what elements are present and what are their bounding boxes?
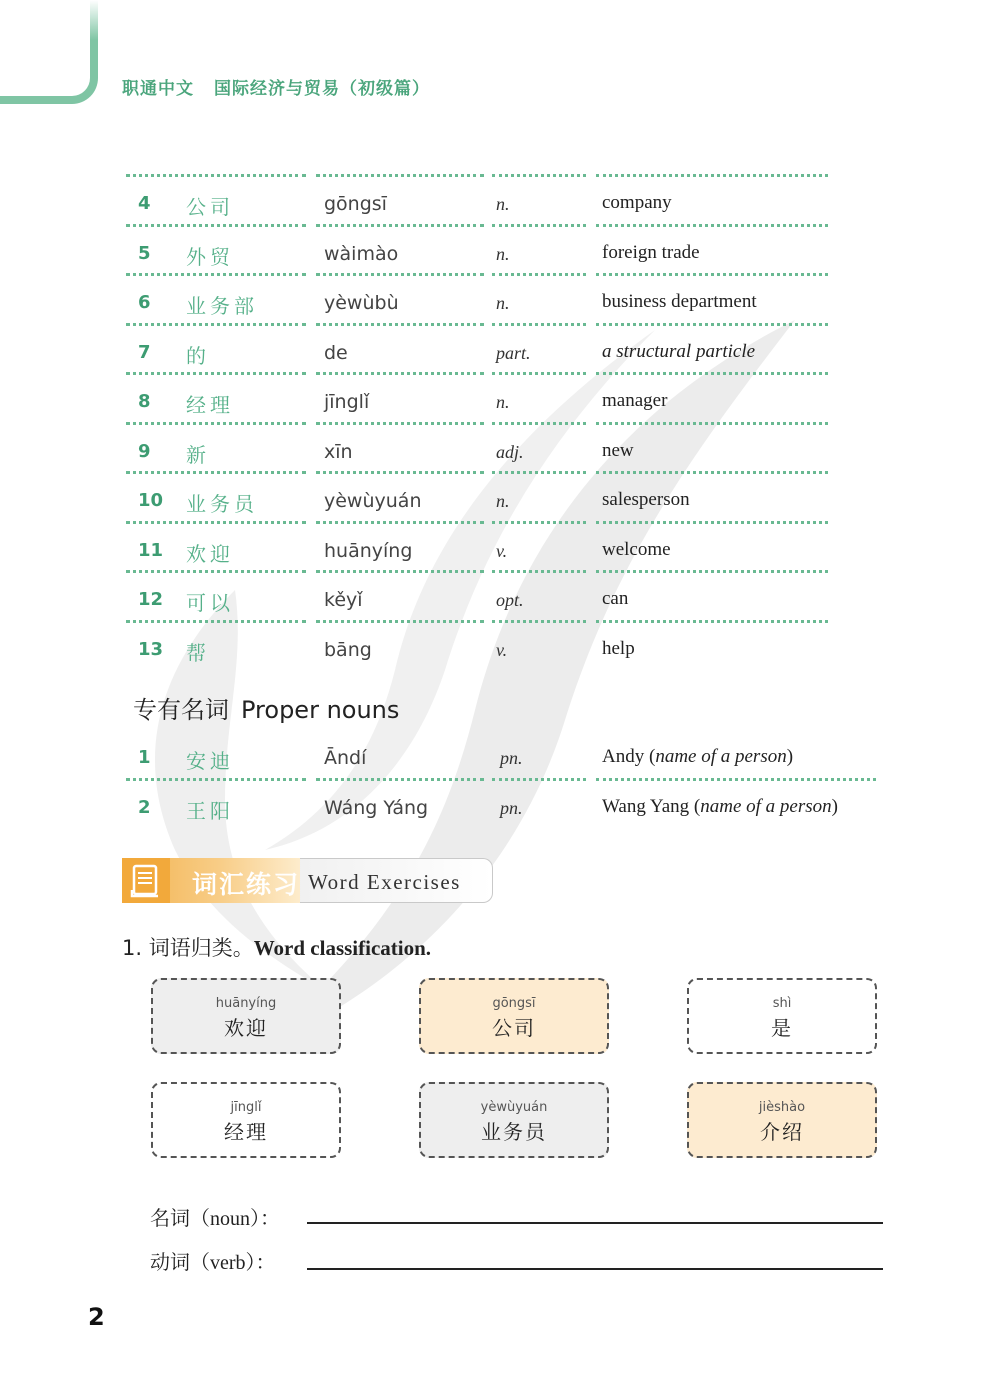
item-pos: pn.	[500, 748, 523, 768]
question-1	[122, 932, 431, 962]
page-header	[122, 74, 430, 99]
item-hanzi: 外贸	[186, 244, 234, 269]
item-english: new	[602, 439, 634, 461]
corner-fade	[90, 0, 98, 40]
item-pinyin: wàimào	[324, 242, 399, 265]
item-pinyin: Āndí	[324, 747, 367, 769]
item-english: manager	[602, 390, 668, 411]
card-word: 业务员	[481, 1120, 547, 1144]
english-italic: name of a person	[655, 746, 787, 767]
card-word: 公司	[492, 1016, 536, 1040]
item-english	[602, 746, 793, 768]
item-english: foreign trade	[602, 241, 700, 263]
proper-noun-row	[126, 780, 886, 829]
item-pinyin: yèwùbù	[324, 292, 399, 314]
word-card[interactable]	[419, 1082, 609, 1158]
item-hanzi: 业务部	[186, 294, 258, 318]
item-number: 7	[138, 341, 151, 363]
item-number: 5	[138, 242, 151, 264]
vocab-row	[126, 275, 886, 324]
item-pos: n.	[496, 293, 510, 313]
item-pos: n.	[496, 194, 510, 214]
card-word: 欢迎	[224, 1016, 268, 1040]
verb-label: 动词（verb）：	[150, 1252, 276, 1274]
item-number: 10	[138, 490, 164, 511]
item-number: 8	[138, 391, 151, 412]
card-pinyin: yèwùyuán	[480, 1100, 548, 1115]
verb-answer-line[interactable]	[307, 1268, 883, 1270]
vocab-row	[126, 226, 886, 275]
item-pos: part.	[496, 342, 531, 363]
item-english: welcome	[602, 538, 671, 560]
item-pinyin: kěyǐ	[324, 589, 363, 611]
proper-nouns-title-cn: 专有名词	[133, 696, 229, 724]
item-hanzi: 帮	[186, 640, 210, 665]
proper-nouns-title-en: Proper nouns	[241, 696, 400, 724]
item-english: a structural particle	[602, 340, 756, 362]
card-word: 经理	[224, 1120, 268, 1144]
noun-label: 名词（noun）：	[150, 1208, 280, 1230]
item-hanzi: 安迪	[186, 749, 234, 773]
book-icon	[122, 858, 170, 903]
item-pinyin: xīn	[324, 440, 353, 463]
item-number: 1	[138, 747, 151, 768]
item-english	[602, 796, 838, 818]
item-english: can	[602, 588, 629, 609]
item-number: 6	[138, 292, 151, 313]
item-number: 4	[138, 193, 151, 214]
banner-title-cn: 词汇练习	[192, 870, 301, 899]
card-word: 介绍	[760, 1120, 804, 1144]
word-card[interactable]	[687, 1082, 877, 1158]
item-pinyin: jīnglǐ	[324, 391, 370, 413]
item-pos: n.	[496, 491, 510, 511]
vocab-row	[126, 424, 886, 473]
card-pinyin: huānyíng	[215, 996, 277, 1011]
item-english: help	[602, 637, 635, 659]
word-card[interactable]	[151, 1082, 341, 1158]
item-hanzi: 可以	[186, 591, 234, 615]
english-italic: name of a person	[700, 796, 832, 817]
vocab-row	[126, 473, 886, 522]
item-hanzi: 公司	[186, 195, 234, 219]
banner-title-en: Word Exercises	[308, 870, 461, 894]
item-pinyin: de	[324, 341, 348, 364]
noun-answer-line[interactable]	[307, 1222, 883, 1224]
item-number: 11	[138, 539, 164, 561]
card-pinyin: jīnglǐ	[230, 1100, 262, 1115]
item-pos: v.	[496, 540, 508, 561]
card-pinyin: gōngsī	[492, 996, 536, 1011]
word-exercises-banner	[122, 858, 494, 903]
item-hanzi: 欢迎	[186, 541, 234, 566]
question-1-cn: 1. 词语归类。	[122, 936, 254, 960]
item-hanzi: 的	[186, 343, 210, 368]
item-pinyin: Wáng Yáng	[324, 797, 429, 819]
item-number: 12	[138, 589, 164, 610]
card-word: 是	[771, 1016, 793, 1040]
card-pinyin: shì	[772, 996, 792, 1011]
card-pinyin: jièshào	[758, 1100, 806, 1115]
item-hanzi: 经理	[186, 393, 234, 417]
item-pos: opt.	[496, 590, 524, 610]
vocab-row	[126, 325, 886, 374]
word-card[interactable]	[419, 978, 609, 1054]
english-text: Andy (	[602, 746, 656, 767]
book-title: 职通中文	[122, 79, 194, 99]
item-number: 2	[138, 797, 151, 818]
item-pinyin: yèwùyuán	[324, 490, 422, 512]
item-pinyin: gōngsī	[324, 193, 387, 215]
word-card[interactable]	[687, 978, 877, 1054]
page-number: 2	[88, 1303, 105, 1331]
item-pos: pn.	[500, 798, 523, 818]
item-pos: adj.	[496, 441, 524, 462]
item-pos: v.	[496, 639, 508, 660]
english-text: Wang Yang (	[602, 796, 701, 817]
item-pos: n.	[496, 392, 510, 412]
proper-noun-row	[126, 730, 886, 779]
item-english: business department	[602, 291, 757, 312]
corner-decoration	[0, 0, 98, 104]
item-pos: n.	[496, 243, 510, 264]
item-number: 13	[138, 638, 164, 660]
item-pinyin: huānyíng	[324, 539, 413, 562]
item-pinyin: bāng	[324, 638, 372, 661]
item-number: 9	[138, 440, 151, 462]
vocab-row	[126, 572, 886, 621]
vocab-row	[126, 374, 886, 423]
word-card[interactable]	[151, 978, 341, 1054]
vocab-row	[126, 622, 886, 671]
item-english: company	[602, 192, 672, 213]
english-end: )	[831, 796, 838, 817]
item-hanzi: 王阳	[186, 799, 234, 823]
book-subtitle: 国际经济与贸易（初级篇）	[214, 79, 430, 99]
english-end: )	[786, 746, 794, 767]
proper-nouns-title	[133, 690, 399, 725]
item-hanzi: 新	[186, 442, 210, 467]
question-1-en: Word classification.	[253, 936, 432, 960]
item-english: salesperson	[602, 489, 690, 510]
vocab-row	[126, 176, 886, 225]
vocab-row	[126, 523, 886, 572]
item-hanzi: 业务员	[186, 492, 258, 516]
